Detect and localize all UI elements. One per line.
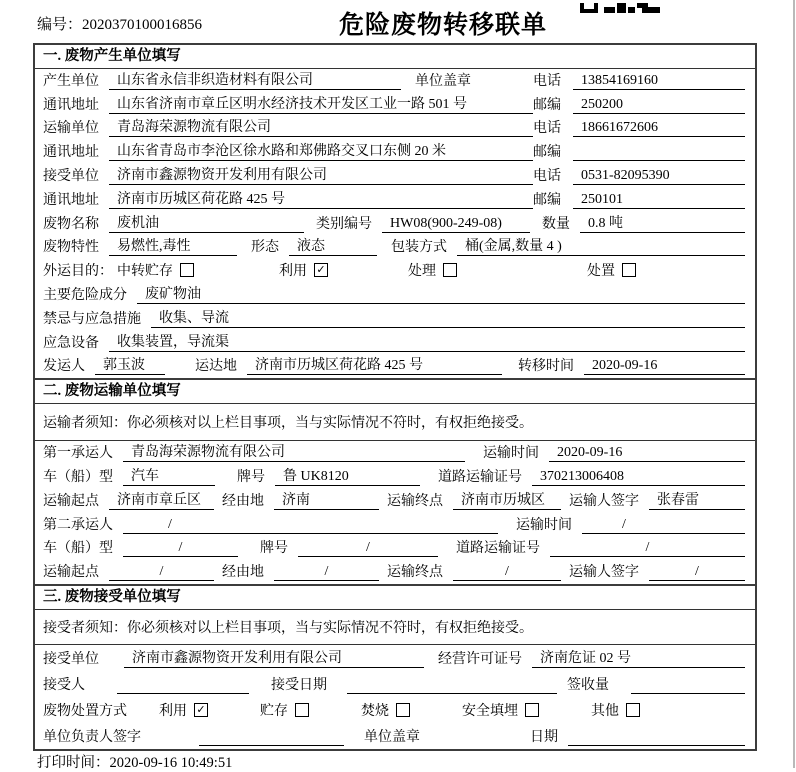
- receiver-notice: [35, 610, 755, 645]
- disposal-option-use: [159, 700, 208, 720]
- purpose-option-dispose: [587, 260, 636, 280]
- vehicle1-plate-value: 鲁 UK8120: [275, 465, 420, 486]
- transfer-time-value: 2020-09-16: [584, 358, 745, 375]
- row-dispatch: [35, 355, 755, 379]
- route1-end-label: 运输终点: [387, 493, 443, 509]
- purpose-treat-label: 处理: [408, 264, 436, 280]
- transporter-phone-label: 电话: [533, 121, 561, 137]
- operating-license-value: 济南危证 02 号: [532, 647, 745, 668]
- row-hazard-component: [35, 283, 755, 307]
- receiver-postcode-label: 邮编: [533, 192, 561, 208]
- vehicle2-plate-label: 牌号: [260, 541, 288, 557]
- receiver-postcode-value: 250101: [573, 192, 745, 209]
- disposal-option-store: [260, 700, 309, 720]
- route2-sign-label: 运输人签字: [569, 565, 639, 581]
- accept-date-value: [347, 693, 557, 694]
- unit-seal3-label: 单位盖章: [364, 730, 420, 746]
- transfer-form-table: [33, 43, 757, 751]
- vehicle1-license-label: 道路运输证号: [438, 469, 522, 485]
- waste-pack-label: 包装方式: [391, 240, 447, 256]
- checkbox-icon: [626, 703, 640, 717]
- hazard-label: 主要危险成分: [43, 287, 127, 303]
- checkbox-checked-icon: ✓: [194, 703, 208, 717]
- dispatcher-label: 发运人: [43, 359, 85, 375]
- section2-title: 二. 废物运输单位填写: [35, 380, 755, 404]
- checkbox-icon: [443, 263, 457, 277]
- carrier1-time-label: 运输时间: [483, 446, 539, 462]
- row-transfer-purpose: [35, 259, 755, 283]
- route2-start-label: 运输起点: [43, 565, 99, 581]
- waste-qty-value: 0.8 吨: [580, 212, 745, 233]
- waste-form-value: 液态: [289, 235, 377, 256]
- checkbox-icon: [396, 703, 410, 717]
- purpose-option-storage: [117, 260, 194, 280]
- route1-sign-label: 运输人签字: [569, 493, 639, 509]
- transporter-notice-label: 运输者须知：: [43, 416, 127, 432]
- page-title: 危险废物转移联单: [338, 12, 548, 39]
- receiver-notice-text: 你必须核对以上栏目事项，当与实际情况不符时，有权拒绝接受。: [127, 621, 533, 637]
- vehicle1-type-label: 车（船）型: [43, 469, 113, 485]
- checkbox-icon: [622, 263, 636, 277]
- checkbox-checked-icon: ✓: [314, 263, 328, 277]
- waste-form-label: 形态: [251, 240, 279, 256]
- vehicle1-plate-label: 牌号: [237, 469, 265, 485]
- carrier1-label: 第一承运人: [43, 446, 113, 462]
- transporter-address-value: 山东省青岛市李沧区徐水路和郑佛路交叉口东侧 20 米: [109, 140, 533, 161]
- responsible-sign-value: [199, 745, 344, 746]
- receiver-phone-value: 0531-82095390: [573, 168, 745, 185]
- purpose-dispose-label: 处置: [587, 264, 615, 280]
- vehicle2-license-label: 道路运输证号: [456, 541, 540, 557]
- print-time-value: 2020-09-16 10:49:51: [109, 755, 233, 771]
- row-disposal-method: [35, 697, 755, 723]
- section-receiver: [35, 584, 755, 749]
- waste-qty-label: 数量: [542, 216, 570, 232]
- producer-address-label: 通讯地址: [43, 97, 99, 113]
- serial-number-line: [37, 13, 202, 34]
- unit-seal-label: 单位盖章: [415, 73, 471, 89]
- row-receiver-address: [35, 188, 755, 212]
- disposal-option-landfill: [462, 700, 539, 720]
- acceptor-value: [117, 693, 249, 694]
- route2-via-value: /: [274, 564, 379, 581]
- row-transporter-address: [35, 140, 755, 164]
- section-producer: [35, 45, 755, 378]
- destination-value: 济南市历城区荷花路 425 号: [247, 354, 502, 375]
- purpose-label: 外运目的：: [43, 264, 113, 280]
- receiver-address-label: 通讯地址: [43, 192, 99, 208]
- carrier2-value: /: [123, 517, 498, 534]
- waste-code-label: 类别编号: [316, 216, 372, 232]
- waste-traits-value: 易燃性,毒性: [109, 235, 237, 256]
- transporter-phone-value: 18661672606: [573, 120, 745, 137]
- section1-title: 一. 废物产生单位填写: [35, 45, 755, 69]
- responsible-sign-label: 单位负责人签字: [43, 730, 141, 746]
- serial-value: 2020370100016856: [82, 17, 203, 33]
- route1-start-label: 运输起点: [43, 493, 99, 509]
- window-right-edge: [793, 0, 795, 768]
- row-route1: [35, 489, 755, 513]
- section-transporter: [35, 378, 755, 584]
- carrier2-time-value: /: [582, 517, 745, 534]
- section3-title: 三. 废物接受单位填写: [35, 586, 755, 610]
- purpose-option-treat: [408, 260, 457, 280]
- row-vehicle1: [35, 465, 755, 489]
- row-acceptance: [35, 671, 755, 697]
- transporter-postcode-value: [573, 160, 745, 161]
- print-time-line: [37, 751, 232, 772]
- row-vehicle2: [35, 537, 755, 561]
- emergency-label: 禁忌与应急措施: [43, 311, 141, 327]
- route1-start-value: 济南市章丘区: [109, 489, 214, 510]
- received-qty-label: 签收量: [567, 678, 609, 694]
- waste-traits-label: 废物特性: [43, 240, 99, 256]
- transporter-unit-label: 运输单位: [43, 121, 99, 137]
- transporter-address-label: 通讯地址: [43, 145, 99, 161]
- receiver-unit-label: 接受单位: [43, 168, 99, 184]
- producer-postcode-label: 邮编: [533, 97, 561, 113]
- sign-date-label: 日期: [530, 730, 558, 746]
- carrier1-time-value: 2020-09-16: [549, 445, 745, 462]
- row-emergency-equipment: [35, 331, 755, 355]
- checkbox-icon: [525, 703, 539, 717]
- disposal-landfill-label: 安全填埋: [462, 704, 518, 720]
- row-transporter-unit: [35, 117, 755, 141]
- equipment-label: 应急设备: [43, 335, 99, 351]
- waste-pack-value: 桶(金属,数量 4 ): [457, 235, 745, 256]
- producer-address-value: 山东省济南市章丘区明水经济技术开发区工业一路 501 号: [109, 93, 533, 114]
- row-route2: [35, 560, 755, 584]
- waste-code-value: HW08(900-249-08): [382, 216, 530, 233]
- disposal-option-incinerate: [361, 700, 410, 720]
- route2-sign-value: /: [649, 564, 745, 581]
- route2-via-label: 经由地: [222, 565, 264, 581]
- row-producer-unit: [35, 69, 755, 93]
- print-time-label: 打印时间：: [37, 755, 110, 771]
- row-carrier2: [35, 513, 755, 537]
- disposal-other-label: 其他: [591, 704, 619, 720]
- accept-unit-value: 济南市鑫源物资开发利用有限公司: [124, 647, 424, 668]
- equipment-value: 收集装置，导流渠: [109, 331, 745, 352]
- disposal-use-label: 利用: [159, 704, 187, 720]
- route2-end-label: 运输终点: [387, 565, 443, 581]
- row-receiver-unit: [35, 164, 755, 188]
- disposal-store-label: 贮存: [260, 704, 288, 720]
- transporter-unit-value: 青岛海荣源物流有限公司: [109, 116, 533, 137]
- row-carrier1: [35, 441, 755, 465]
- accept-date-label: 接受日期: [271, 678, 327, 694]
- purpose-option-use: [279, 260, 328, 280]
- producer-postcode-value: 250200: [573, 97, 745, 114]
- vehicle2-type-label: 车（船）型: [43, 541, 113, 557]
- vehicle2-plate-value: /: [298, 540, 438, 557]
- operating-license-label: 经营许可证号: [438, 652, 522, 668]
- waste-name-label: 废物名称: [43, 216, 99, 232]
- checkbox-icon: [295, 703, 309, 717]
- row-waste-name: [35, 212, 755, 236]
- transporter-notice: [35, 404, 755, 441]
- emergency-value: 收集、导流: [151, 307, 745, 328]
- received-qty-value: [631, 693, 745, 694]
- row-emergency-measures: [35, 307, 755, 331]
- hazard-value: 废矿物油: [137, 283, 745, 304]
- waste-name-value: 废机油: [109, 212, 304, 233]
- producer-unit-value: 山东省永信非织造材料有限公司: [109, 69, 401, 90]
- receiver-unit-value: 济南市鑫源物资开发利用有限公司: [109, 164, 533, 185]
- row-signature: [35, 723, 755, 749]
- vehicle1-type-value: 汽车: [123, 465, 215, 486]
- qr-code-fragment: [580, 0, 662, 18]
- producer-phone-label: 电话: [533, 73, 561, 89]
- receiver-notice-label: 接受者须知：: [43, 621, 127, 637]
- route1-end-value: 济南市历城区: [453, 489, 561, 510]
- producer-unit-label: 产生单位: [43, 73, 99, 89]
- row-accept-unit: [35, 645, 755, 671]
- receiver-phone-label: 电话: [533, 168, 561, 184]
- carrier2-label: 第二承运人: [43, 517, 113, 533]
- route2-end-value: /: [453, 564, 561, 581]
- producer-phone-value: 13854169160: [573, 73, 745, 90]
- disposal-method-label: 废物处置方式: [43, 704, 127, 720]
- destination-label: 运达地: [195, 359, 237, 375]
- route1-via-value: 济南: [274, 489, 379, 510]
- disposal-option-other: [591, 700, 640, 720]
- row-producer-address: [35, 93, 755, 117]
- vehicle2-type-value: /: [123, 540, 238, 557]
- sign-date-value: [568, 745, 745, 746]
- purpose-use-label: 利用: [279, 264, 307, 280]
- vehicle1-license-value: 370213006408: [532, 469, 745, 486]
- transporter-postcode-label: 邮编: [533, 145, 561, 161]
- checkbox-icon: [180, 263, 194, 277]
- transporter-notice-text: 你必须核对以上栏目事项，当与实际情况不符时，有权拒绝接受。: [127, 416, 533, 432]
- vehicle2-license-value: /: [550, 540, 745, 557]
- row-waste-traits: [35, 236, 755, 260]
- transfer-time-label: 转移时间: [518, 359, 574, 375]
- carrier2-time-label: 运输时间: [516, 517, 572, 533]
- disposal-incinerate-label: 焚烧: [361, 704, 389, 720]
- route1-sign-value: 张春雷: [649, 489, 745, 510]
- accept-unit-label: 接受单位: [43, 652, 99, 668]
- route2-start-value: /: [109, 564, 214, 581]
- route1-via-label: 经由地: [222, 493, 264, 509]
- carrier1-value: 青岛海荣源物流有限公司: [123, 441, 465, 462]
- receiver-address-value: 济南市历城区荷花路 425 号: [109, 188, 533, 209]
- purpose-storage-label: 中转贮存: [117, 264, 173, 280]
- dispatcher-value: 郭玉波: [95, 354, 165, 375]
- acceptor-label: 接受人: [43, 678, 85, 694]
- serial-label: 编号：: [37, 17, 83, 33]
